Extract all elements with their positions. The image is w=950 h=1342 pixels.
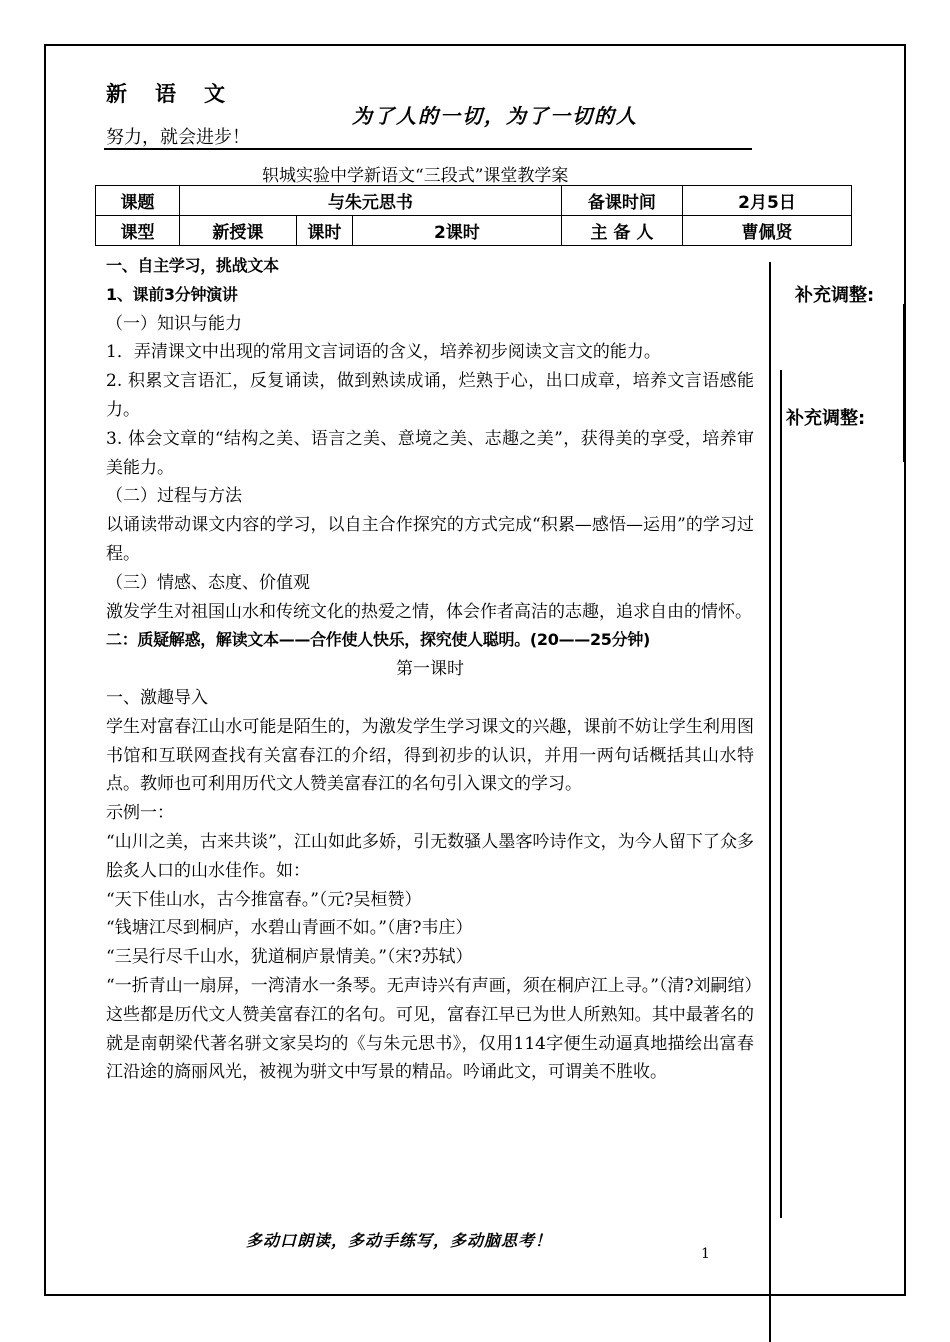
hours-label: 课时 — [296, 216, 352, 246]
paragraph: 以诵读带动课文内容的学习，以自主合作探究的方式完成“积累—感悟—运用”的学习过程。 — [106, 515, 754, 564]
type-label: 课型 — [96, 216, 180, 246]
topic-label: 课题 — [96, 186, 180, 216]
lesson-info-table — [95, 185, 852, 246]
paragraph: 2. 积累文言语汇，反复诵读，做到熟读成诵，烂熟于心，出口成章，培养文言语感能力。 — [106, 371, 754, 420]
paragraph: “山川之美，古来共谈”，江山如此多娇，引无数骚人墨客吟诗作文，为今人留下了众多脍炙人口的山水佳作。如： — [106, 831, 754, 881]
step-heading: 一、激趣导入 — [106, 687, 208, 708]
preparer-value: 曹佩贤 — [683, 216, 852, 246]
table-row — [96, 216, 852, 246]
margin-right-line — [903, 304, 905, 462]
paragraph: 学生对富春江山水可能是陌生的，为激发学生学习课文的兴趣，课前不妨让学生利用图书馆和互联网查找有关富春江的介绍，得到初步的认识，并用一两句话概括其山水特点。教师也可利用历代文人赞美富春江的名句引入课文的学习。 — [106, 716, 754, 795]
quote: “一折青山一扇屏，一湾清水一条琴。无声诗兴有声画，须在桐庐江上寻。”（清?刘嗣绾） — [106, 975, 762, 996]
prep-time-label: 备课时间 — [561, 186, 682, 216]
side-note-2: 补充调整: — [786, 408, 866, 429]
goal-heading: （一）知识与能力 — [106, 313, 242, 334]
goal-heading: （二）过程与方法 — [106, 486, 242, 507]
quote: “钱塘江尽到桐庐，水碧山青画不如。”（唐?韦庄） — [106, 918, 473, 939]
section-heading: 一、自主学习，挑战文本 — [106, 256, 279, 275]
school-title: 轵城实验中学新语文“三段式”课堂教学案 — [262, 166, 569, 186]
margin-divider-line — [769, 262, 771, 1342]
paragraph: 3. 体会文章的“结构之美、语言之美、意境之美、志趣之美”，获得美的享受，培养审美能力。 — [106, 428, 754, 478]
quote: “三吴行尽千山水，犹道桐庐景情美。”（宋?苏轼） — [106, 947, 473, 968]
side-note-1: 补充调整: — [795, 285, 875, 306]
header-rule — [104, 148, 752, 150]
header-slogan: 努力，就会进步！ — [106, 127, 250, 148]
hours-value: 2课时 — [352, 216, 561, 246]
subsection-heading: 1、课前3分钟演讲 — [106, 284, 238, 304]
lesson-label: 第一课时 — [396, 659, 464, 680]
paragraph: 激发学生对祖国山水和传统文化的热爱之情，体会作者高洁的志趣，追求自由的情怀。 — [106, 601, 752, 622]
page-number: 1 — [701, 1246, 710, 1262]
section-heading: 二：质疑解惑，解读文本——合作使人快乐，探究使人聪明。(20——25分钟) — [106, 630, 651, 650]
brand-title: 新语文 — [106, 81, 253, 106]
lesson-content — [106, 252, 762, 1087]
margin-inner-line — [780, 370, 782, 1218]
topic-value: 与朱元思书 — [179, 186, 561, 216]
preparer-label: 主 备 人 — [561, 216, 682, 246]
example-label: 示例一： — [106, 803, 174, 824]
table-row — [96, 186, 852, 216]
paragraph: 这些都是历代文人赞美富春江的名句。可见，富春江早已为世人所熟知。其中最著名的就是南朝梁代著名骈文家吴均的《与朱元思书》，仅用114字便生动逼真地描绘出富春江沿途的旖丽风光，被视为骈文中写景的精品。吟诵此文，可谓美不胜收。 — [106, 1004, 754, 1083]
header-motto: 为了人的一切，为了一切的人 — [352, 104, 638, 128]
footer-motto: 多动口朗读，多动手练写，多动脑思考！ — [246, 1231, 553, 1250]
paragraph: 1．弄清课文中出现的常用文言词语的含义，培养初步阅读文言文的能力。 — [106, 342, 661, 363]
goal-heading: （三）情感、态度、价值观 — [106, 572, 310, 593]
type-value: 新授课 — [179, 216, 296, 246]
quote: “天下佳山水，古今推富春。”（元?吴桓赞） — [106, 889, 422, 910]
prep-time-value: 2月5日 — [683, 186, 852, 216]
